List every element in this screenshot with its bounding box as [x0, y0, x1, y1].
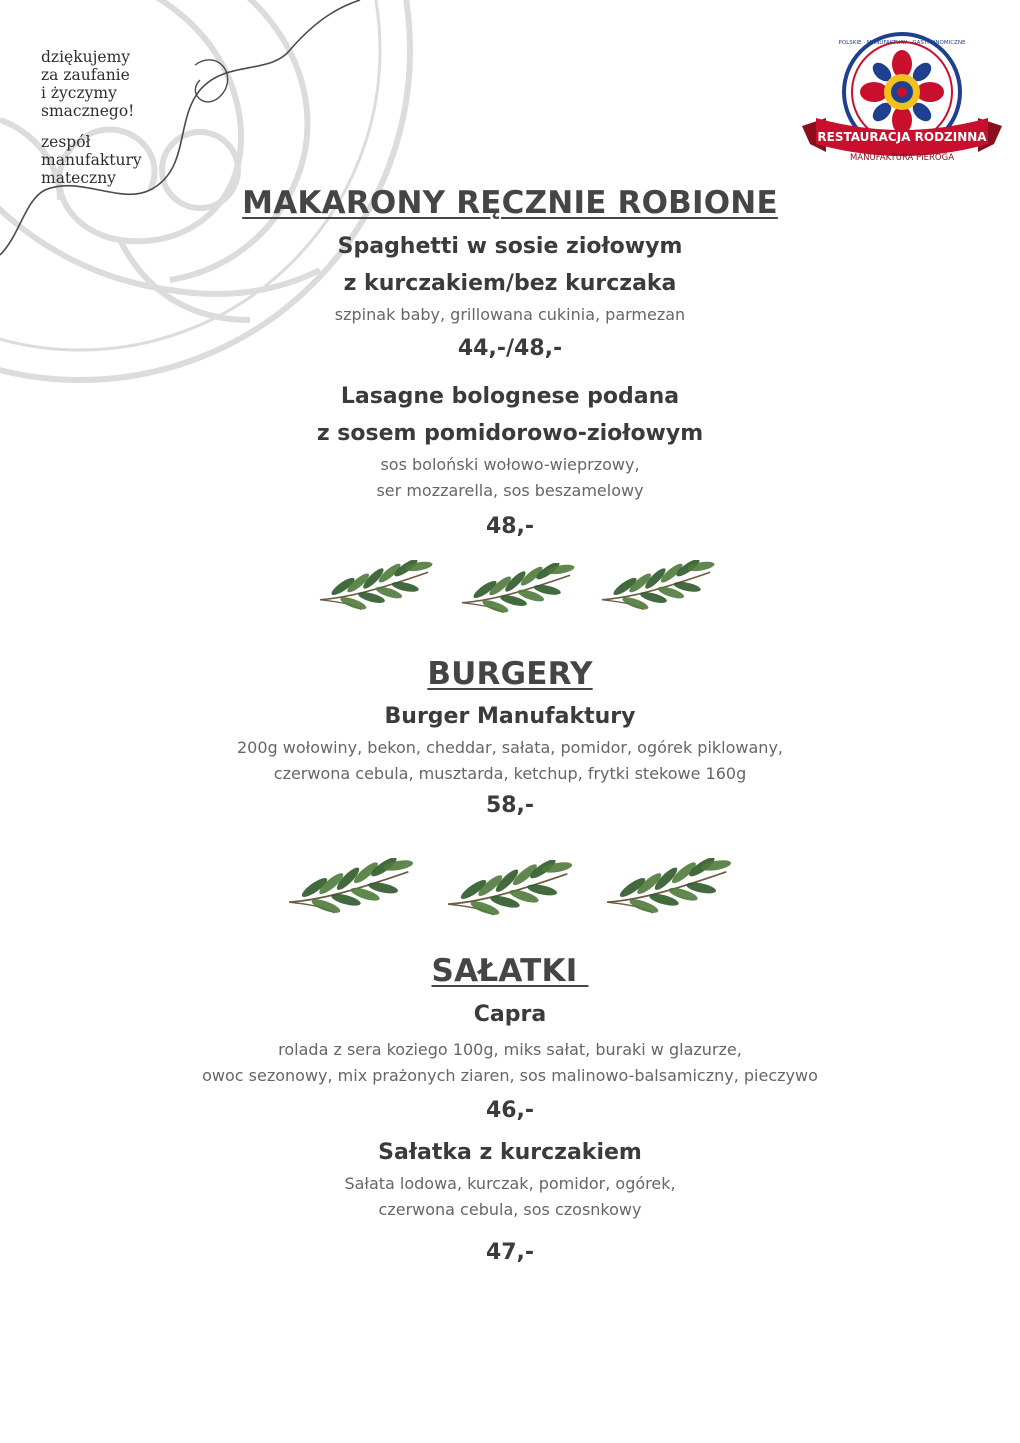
olive-branch-icon [287, 858, 417, 916]
dish-chicken-salad [0, 1134, 1020, 1223]
section-burgers [0, 655, 1020, 693]
dish-description: owoc sezonowy, mix prażonych ziaren, sos malinowo-balsamiczny, pieczywo [202, 1066, 818, 1085]
dish-price: 44,-/48,- [457, 336, 563, 361]
thanks-line: dziękujemy [41, 48, 131, 66]
logo-banner-text: RESTAURACJA RODZINNA [817, 130, 987, 144]
dish-capra [0, 996, 1020, 1033]
logo-sub-text: MANUFAKTURA PIEROGA [849, 153, 955, 163]
dish-burger [0, 698, 1020, 787]
olive-branch-icon [318, 560, 436, 612]
dish-description: ser mozzarella, sos beszamelowy [376, 481, 644, 500]
dish-price: 47,- [485, 1240, 535, 1265]
dish-description: czerwona cebula, sos czosnkowy [378, 1200, 642, 1219]
olive-branch-icon [605, 858, 735, 916]
dish-description: szpinak baby, grillowana cukinia, parmezan [334, 305, 686, 324]
dish-spaghetti [0, 228, 1020, 328]
dish-lasagne [0, 378, 1020, 504]
section-title: SAŁATKI [431, 953, 589, 989]
thanks-line: i życzymy [41, 84, 117, 102]
dish-name: Capra [473, 1002, 547, 1027]
olive-branch-icon [460, 563, 578, 615]
section-title: MAKARONY RĘCZNIE ROBIONE [242, 185, 778, 221]
dish-name: Sałatka z kurczakiem [378, 1140, 642, 1165]
logo-ring-text: POLSKIE · MANUFAKTURY · GASTRONOMICZNE [838, 40, 966, 46]
thank-you-note [41, 48, 221, 187]
dish-name: Lasagne bolognese podana [340, 384, 680, 409]
thanks-line: za zaufanie [41, 66, 130, 84]
dish-description: sos boloński wołowo-wieprzowy, [380, 455, 640, 474]
dish-price: 58,- [485, 793, 535, 818]
section-salads [0, 952, 1020, 990]
dish-description: rolada z sera koziego 100g, miks sałat, buraki w glazurze, [278, 1040, 742, 1059]
thanks-line: smacznego! [41, 102, 135, 120]
section-pasta [0, 184, 1020, 222]
dish-name: z kurczakiem/bez kurczaka [343, 271, 677, 296]
dish-name: Spaghetti w sosie ziołowym [337, 234, 683, 259]
section-title: BURGERY [427, 656, 593, 692]
dish-price: 46,- [485, 1098, 535, 1123]
dish-price: 48,- [485, 514, 535, 539]
dish-description: Sałata lodowa, kurczak, pomidor, ogórek, [344, 1174, 676, 1193]
dish-description: czerwona cebula, musztarda, ketchup, frytki stekowe 160g [273, 764, 747, 783]
team-line: mateczny [41, 169, 116, 187]
restaurant-logo [796, 30, 1008, 180]
olive-branch-icon [446, 860, 576, 918]
olive-branch-icon [600, 560, 718, 612]
dish-name: Burger Manufaktury [384, 704, 636, 729]
team-line: manufaktury [41, 151, 142, 169]
dish-name: z sosem pomidorowo-ziołowym [316, 421, 704, 446]
team-line: zespół [41, 133, 91, 151]
dish-description: 200g wołowiny, bekon, cheddar, sałata, pomidor, ogórek piklowany, [236, 738, 783, 757]
